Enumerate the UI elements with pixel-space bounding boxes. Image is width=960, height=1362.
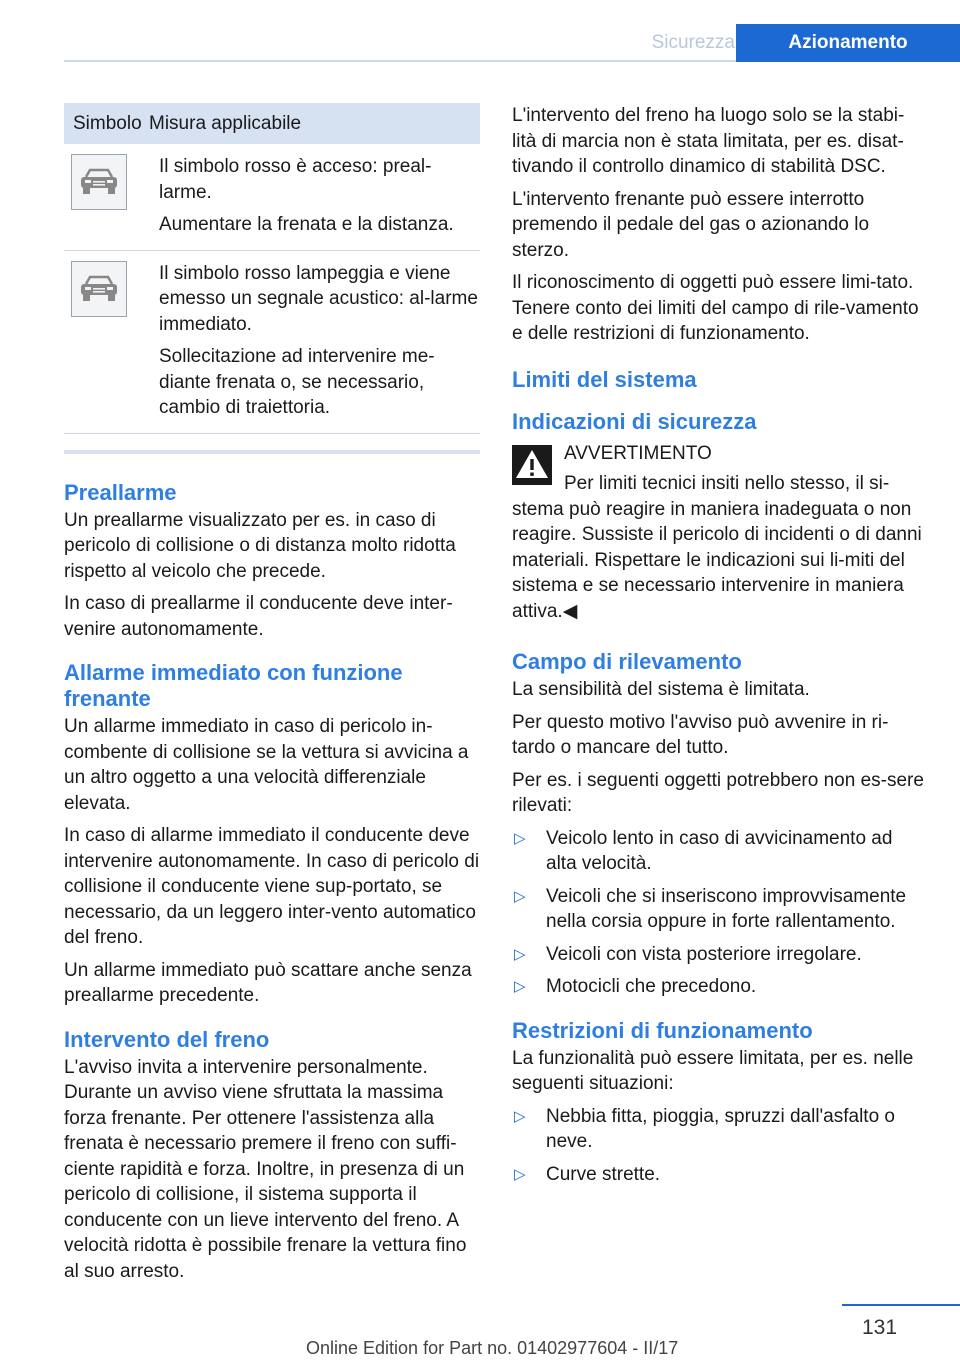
list-item: ▷ Motocicli che precedono. bbox=[512, 974, 927, 1000]
table-row bbox=[64, 144, 480, 251]
right-column bbox=[512, 103, 927, 1194]
header-section: Sicurezza bbox=[651, 32, 735, 53]
bullet-icon: ▷ bbox=[514, 829, 526, 847]
list-item: ▷ Nebbia fitta, pioggia, spruzzi dall'asfalto o neve. bbox=[514, 1105, 895, 1152]
paragraph: L'intervento del freno ha luogo solo se la stabi-lità di marcia non è stata limitata, per es. disat-tivando il controllo dinamico di stabilità DSC. bbox=[512, 105, 905, 177]
edition-note: Online Edition for Part no. 01402977604 - II/17 bbox=[306, 1338, 679, 1358]
paragraph: L'intervento frenante può essere interrotto premendo il pedale del gas o azionando lo sterzo. bbox=[512, 188, 870, 261]
bullet-icon: ▷ bbox=[514, 1107, 526, 1125]
symbol-table bbox=[64, 103, 480, 454]
table-cell-text: Il simbolo rosso lampeggia e viene emesso un segnale acustico: al-larme immediato. bbox=[159, 262, 478, 335]
warning-icon bbox=[512, 445, 552, 485]
paragraph: L'avviso invita a intervenire personalmente. Durante un avviso viene sfruttata la massima forza frenante. Per ottenere l'assistenza alla frenata è necessario premere il freno con suffi-ciente rapidità e forza. Inoltre, in presenza di un pericolo di collisione, il sistema supporta il conducente con un lieve intervento del freno. A velocità ridotta è possibile frenare la vettura fino al suo arresto. bbox=[64, 1056, 467, 1282]
paragraph: Un preallarme visualizzato per es. in caso di pericolo di collisione o di distanza molto ridotta rispetto al veicolo che precede. bbox=[64, 509, 456, 582]
bullet-icon: ▷ bbox=[514, 978, 526, 995]
paragraph: Un allarme immediato può scattare anche senza preallarme precedente. bbox=[64, 959, 472, 1006]
list-item: ▷ Veicoli che si inseriscono improvvisamente nella corsia oppure in forte rallentamento. bbox=[514, 885, 907, 932]
paragraph: Per es. i seguenti oggetti potrebbero non es-sere rilevati: bbox=[512, 769, 924, 816]
section-heading: Allarme immediato con funzione frenante bbox=[64, 660, 403, 711]
warning-title: AVVERTIMENTO bbox=[564, 442, 712, 464]
paragraph: Un allarme immediato in caso di pericolo in-combente di collisione se la vettura si avvicina a un altro oggetto a una velocità differenziale elevata. bbox=[64, 716, 469, 814]
table-cell-text: Il simbolo rosso è acceso: preal-larme. bbox=[159, 156, 432, 203]
bullet-list bbox=[512, 826, 927, 1000]
subsection-heading: Campo di rilevamento bbox=[512, 649, 742, 674]
bullet-icon: ▷ bbox=[514, 1165, 526, 1183]
paragraph: Il riconoscimento di oggetti può essere limi-tato. Tenere conto dei limiti del campo di rile-vamento e delle restrizioni di funzionamento. bbox=[512, 272, 919, 344]
header-chapter-tab: Azionamento bbox=[736, 24, 960, 62]
paragraph: In caso di preallarme il conducente deve inter-venire autonomamente. bbox=[64, 593, 453, 640]
paragraph: La funzionalità può essere limitata, per es. nelle seguenti situazioni: bbox=[512, 1047, 914, 1094]
table-header bbox=[64, 103, 480, 144]
section-heading: Intervento del freno bbox=[64, 1026, 270, 1052]
subsection-heading: Restrizioni di funzionamento bbox=[512, 1017, 813, 1043]
section-heading: Limiti del sistema bbox=[512, 366, 697, 392]
footer-rule bbox=[842, 1304, 960, 1306]
table-header-measure: Misura applicabile bbox=[149, 112, 302, 134]
bullet-icon: ▷ bbox=[514, 945, 526, 963]
left-column bbox=[64, 103, 480, 1291]
bullet-list bbox=[512, 1104, 927, 1188]
subsection-heading: Indicazioni di sicurezza bbox=[512, 408, 757, 434]
table-header-symbol: Simbolo bbox=[73, 112, 142, 134]
list-item: ▷ Veicolo lento in caso di avvicinamento ad alta velocità. bbox=[514, 827, 893, 874]
paragraph: La sensibilità del sistema è limitata. bbox=[512, 679, 810, 700]
car-front-icon bbox=[71, 154, 127, 210]
warning-block bbox=[512, 441, 927, 632]
section-heading: Preallarme bbox=[64, 479, 177, 505]
paragraph: Per questo motivo l'avviso può avvenire in ri-tardo o mancare del tutto. bbox=[512, 711, 889, 758]
list-item: ▷ Veicoli con vista posteriore irregolare. bbox=[512, 942, 927, 968]
table-end-rule bbox=[64, 450, 480, 454]
page-header bbox=[64, 24, 960, 62]
car-front-icon bbox=[71, 261, 127, 317]
page-number: 131 bbox=[862, 1316, 898, 1339]
table-cell-text: Aumentare la frenata e la distanza. bbox=[159, 214, 454, 235]
warning-text: Per limiti tecnici insiti nello stesso, il si-stema può reagire in maniera inadeguata o non reagire. Sussiste il pericolo di incidenti o di danni materiali. Rispettare le indicazioni sui li-miti del sistema e se necessario intervenire in maniera attiva.◀ bbox=[512, 473, 922, 622]
table-cell-text: Sollecitazione ad intervenire me-diante frenata o, se necessario, cambio di traiettoria. bbox=[159, 346, 435, 418]
list-item: ▷ Curve strette. bbox=[512, 1162, 927, 1188]
bullet-icon: ▷ bbox=[514, 887, 526, 905]
paragraph: In caso di allarme immediato il conducente deve intervenire autonomamente. In caso di pericolo di collisione il conducente viene sup-portato, se necessario, da un leggero inter-vento automatico del freno. bbox=[64, 825, 480, 948]
table-row bbox=[64, 251, 480, 434]
